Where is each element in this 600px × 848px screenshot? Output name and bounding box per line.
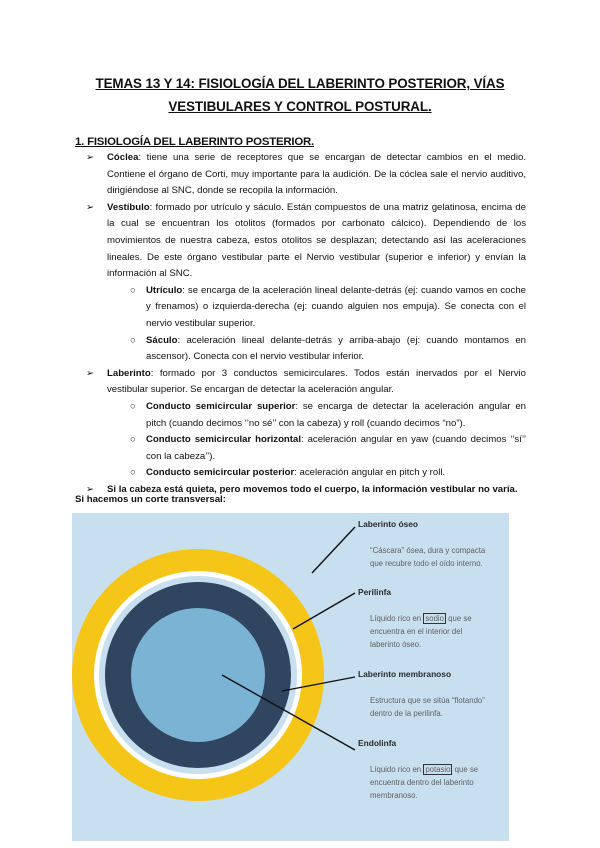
desc-fragment: Líquido rico en — [370, 765, 422, 774]
page-title — [40, 72, 560, 118]
title-line-1: TEMAS 13 Y 14: FISIOLOGÍA DEL LABERINTO POSTERIOR, VÍAS — [95, 76, 505, 91]
term-coclea: Cóclea — [107, 152, 139, 163]
figure-intro: Si hacemos un corte transversal: — [75, 494, 226, 505]
list-item-utriculo — [130, 283, 526, 333]
list-item-laberinto — [86, 366, 526, 399]
arrow-bullet-icon: ➢ — [86, 152, 94, 163]
title-line-2: VESTIBULARES Y CONTROL POSTURAL. — [168, 99, 432, 114]
circle-bullet-icon: ○ — [130, 284, 136, 296]
term-utriculo: Utrículo — [146, 284, 183, 296]
text-conclusion: Si la cabeza está quieta, pero movemos todo el cuerpo, la información vestibular no varía. — [107, 483, 518, 495]
desc-line: encuentra en el interior del — [370, 627, 463, 636]
desc-fragment: Líquido rico en — [370, 614, 422, 623]
text-saculo: : aceleración lineal delante-detrás y arriba-abajo (ej: cuando montamos en ascensor). Conecta con el nervio vestibular inferior. — [146, 334, 526, 363]
text-conducto-superior: : se encarga de detectar la aceleración angular en pitch (cuando decimos ‘’no sé’’ con la cabeza) y roll (cuando decimos “no”). — [146, 400, 526, 429]
endolymph-core — [131, 608, 265, 742]
list-item-saculo — [130, 333, 526, 366]
desc-fragment: que se — [454, 765, 479, 774]
arrow-bullet-icon: ➢ — [86, 483, 94, 495]
list-item-coclea — [86, 150, 526, 200]
term-laberinto: Laberinto — [107, 367, 151, 379]
cross-section-figure — [72, 513, 509, 841]
text-laberinto: : formado por 3 conductos semicirculares. Todos están inervados por el Nervio vestibular superior. Se encargan de detectar la aceleración angular. — [107, 367, 526, 396]
term-conducto-superior: Conducto semicircular superior — [146, 400, 296, 412]
desc-laberinto-membranoso — [370, 694, 485, 720]
desc-line: encuentra dentro del laberinto — [370, 778, 474, 787]
term-vestibulo: Vestíbulo — [107, 201, 150, 213]
list-item-vestibulo — [86, 200, 526, 283]
desc-perilinfa — [370, 612, 472, 651]
leader-line-bony — [312, 527, 355, 573]
desc-line — [370, 763, 478, 776]
circle-bullet-icon: ○ — [130, 334, 136, 346]
desc-fragment: que se — [448, 614, 472, 623]
desc-laberinto-oseo — [370, 544, 485, 570]
text-vestibulo: : formado por utrículo y sáculo. Están compuestos de una matriz gelatinosa, encima de la cual se encuentran los otolitos (formados por carbonato cálcico). Dependiendo de los movimientos de nuestra cabeza, estos otolitos se desplazan; detectando así las aceleraciones lineales. De este órgano vestibular parte el Nervio vestibular (superior e inferior) y envían la información al SNC. — [107, 201, 526, 280]
term-conducto-horizontal: Conducto semicircular horizontal — [146, 434, 301, 446]
highlight-sodio: sodio — [425, 614, 444, 623]
label-endolinfa: Endolinfa — [358, 738, 397, 748]
document-body — [0, 150, 600, 498]
section-heading: 1. FISIOLOGÍA DEL LABERINTO POSTERIOR. — [75, 136, 315, 148]
label-laberinto-oseo: Laberinto óseo — [358, 519, 419, 529]
arrow-bullet-icon: ➢ — [86, 201, 94, 213]
circle-bullet-icon: ○ — [130, 400, 136, 412]
text-conducto-horizontal: : aceleración angular en yaw (cuando decimos ‘’sí’’ con la cabeza’’). — [146, 434, 526, 462]
circle-bullet-icon: ○ — [130, 434, 136, 446]
desc-line: membranoso. — [370, 791, 418, 800]
arrow-bullet-icon: ➢ — [86, 367, 94, 379]
term-saculo: Sáculo — [146, 334, 178, 346]
text-coclea: : tiene una serie de receptores que se encargan de detectar cambios en el medio. Contiene el órgano de Corti, muy importante para la audición. De la cóclea sale el nervio auditivo, dirigiéndose al SNC, donde se recopila la información. — [107, 152, 526, 197]
desc-line: Estructura que se sitúa “flotando” — [370, 696, 485, 705]
text-utriculo: : se encarga de la aceleración lineal delante-detrás (ej: cuando vamos en coche y frenamos) o izquierda-derecha (ej: cuando alguien nos empuja). Se conecta con el nervio vestibular superior. — [146, 284, 526, 329]
term-conducto-posterior: Conducto semicircular posterior — [146, 467, 295, 479]
circle-bullet-icon: ○ — [130, 467, 136, 479]
desc-line — [370, 612, 472, 625]
desc-line: que recubre todo el oído interno. — [370, 559, 483, 568]
list-item-conducto-horizontal — [130, 432, 526, 465]
label-laberinto-membranoso: Laberinto membranoso — [358, 669, 452, 679]
desc-line: dentro de la perilinfa. — [370, 709, 443, 718]
label-perilinfa: Perilinfa — [358, 587, 392, 597]
list-item-conducto-posterior — [130, 465, 526, 482]
desc-line: laberinto óseo. — [370, 640, 422, 649]
text-conducto-posterior: : aceleración angular en pitch y roll. — [294, 467, 446, 479]
desc-endolinfa — [370, 763, 478, 802]
desc-line: “Cáscara” ósea, dura y compacta — [370, 546, 486, 555]
highlight-potasio: potasio — [425, 765, 451, 774]
list-item-conducto-superior — [130, 399, 526, 432]
